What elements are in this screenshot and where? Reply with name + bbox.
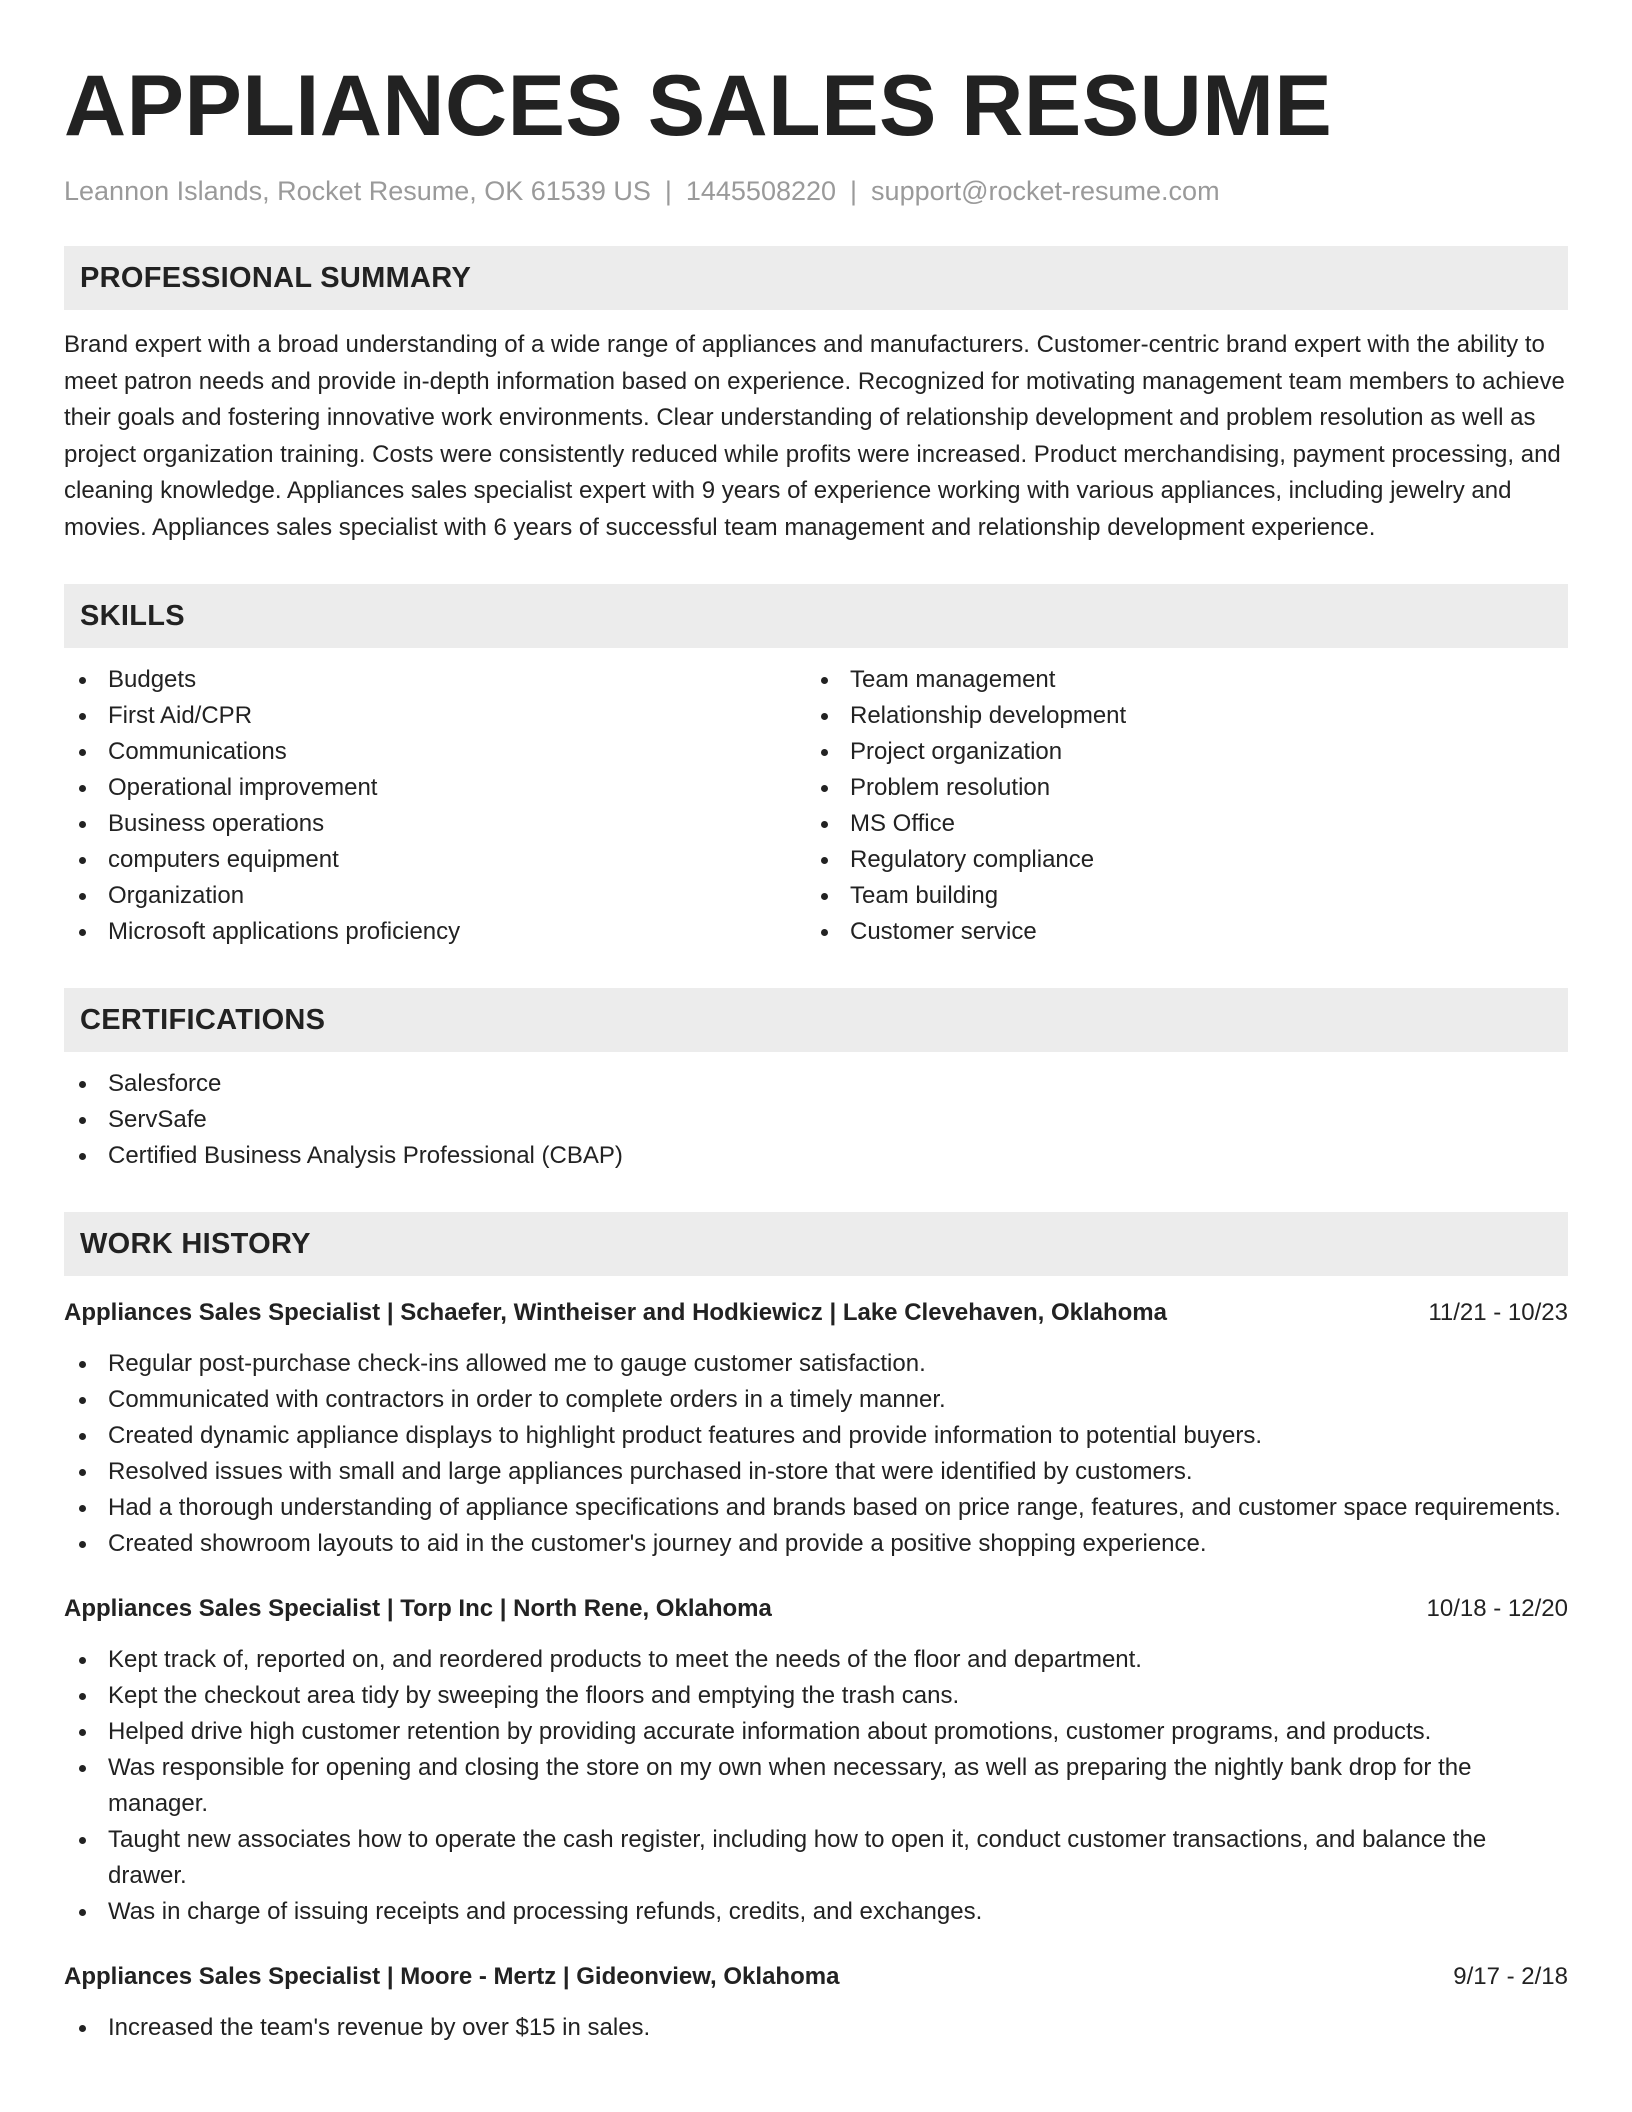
job-header (64, 1296, 1568, 1330)
summary-text: Brand expert with a broad understanding of a wide range of appliances and manufacturers. Customer-centric brand expert with the ability to meet patron needs and provide in-depth information based on experience. Recognized for motivating management team members to achieve their goals and fostering innovative work environments. Clear understanding of relationship development and problem resolution as well as project organization training. Costs were consistently reduced while profits were increased. Product merchandising, payment processing, and cleaning knowledge. Appliances sales specialist expert with 9 years of experience working with various appliances, including jewelry and movies. Appliances sales specialist with 6 years of successful team management and relationship development experience. (64, 331, 1565, 541)
job-header (64, 1592, 1568, 1626)
section-heading-skills: SKILLS (64, 584, 1568, 648)
job-bullet: Created showroom layouts to aid in the customer's journey and provide a positive shopping experience. (64, 1526, 1568, 1562)
contact-separator: | (850, 176, 858, 206)
job-bullet: Taught new associates how to operate the cash register, including how to open it, conduct customer transactions, and balance the drawer. (64, 1822, 1568, 1894)
section-heading-summary: PROFESSIONAL SUMMARY (64, 246, 1568, 310)
job-bullet: Created dynamic appliance displays to highlight product features and provide information to potential buyers. (64, 1418, 1568, 1454)
certifications-list (64, 1066, 1568, 1174)
job-bullet: Was in charge of issuing receipts and processing refunds, credits, and exchanges. (64, 1894, 1568, 1930)
skills-list-left (64, 662, 806, 950)
job-title: Appliances Sales Specialist | Torp Inc | North Rene, Oklahoma (64, 1595, 772, 1622)
skill-item: Communications (64, 734, 806, 770)
contact-email: support@rocket-resume.com (871, 176, 1220, 206)
job-bullet: Was responsible for opening and closing the store on my own when necessary, as well as preparing the nightly bank drop for the manager. (64, 1750, 1568, 1822)
skill-item: Team management (806, 662, 1548, 698)
job-bullet: Had a thorough understanding of appliance specifications and brands based on price range, features, and customer space requirements. (64, 1490, 1568, 1526)
job-bullets (64, 2010, 1568, 2046)
skill-item: computers equipment (64, 842, 806, 878)
contact-line (64, 174, 1568, 208)
job-dates: 10/18 - 12/20 (1426, 1595, 1568, 1622)
skill-item: Regulatory compliance (806, 842, 1548, 878)
skill-item: Budgets (64, 662, 806, 698)
job-bullet: Resolved issues with small and large appliances purchased in-store that were identified by customers. (64, 1454, 1568, 1490)
certification-item: Certified Business Analysis Professional (CBAP) (64, 1138, 1568, 1174)
job-header (64, 1960, 1568, 1994)
job-bullets (64, 1346, 1568, 1562)
resume-title: APPLIANCES SALES RESUME (64, 58, 1333, 154)
job-dates: 9/17 - 2/18 (1453, 1963, 1568, 1990)
job-title: Appliances Sales Specialist | Schaefer, Wintheiser and Hodkiewicz | Lake Clevehaven, Oklahoma (64, 1299, 1167, 1326)
skills-columns (64, 662, 1568, 950)
job-entry (64, 1296, 1568, 1562)
job-bullet: Regular post-purchase check-ins allowed me to gauge customer satisfaction. (64, 1346, 1568, 1382)
job-title: Appliances Sales Specialist | Moore - Mertz | Gideonview, Oklahoma (64, 1963, 840, 1990)
skill-item: Team building (806, 878, 1548, 914)
certification-item: ServSafe (64, 1102, 1568, 1138)
job-bullet: Increased the team's revenue by over $15 in sales. (64, 2010, 1568, 2046)
skill-item: MS Office (806, 806, 1548, 842)
job-dates: 11/21 - 10/23 (1428, 1299, 1568, 1326)
skill-item: Project organization (806, 734, 1548, 770)
skill-item: Relationship development (806, 698, 1548, 734)
skills-list-right (806, 662, 1548, 950)
section-heading-work-history: WORK HISTORY (64, 1212, 1568, 1276)
skill-item: Operational improvement (64, 770, 806, 806)
contact-phone: 1445508220 (685, 176, 837, 206)
contact-separator: | (664, 176, 672, 206)
job-bullet: Kept track of, reported on, and reordered products to meet the needs of the floor and department. (64, 1642, 1568, 1678)
section-heading-certifications: CERTIFICATIONS (64, 988, 1568, 1052)
skill-item: Business operations (64, 806, 806, 842)
skill-item: First Aid/CPR (64, 698, 806, 734)
skill-item: Microsoft applications proficiency (64, 914, 806, 950)
contact-address: Leannon Islands, Rocket Resume, OK 61539 US (64, 176, 651, 206)
job-entry (64, 1592, 1568, 1930)
certification-item: Salesforce (64, 1066, 1568, 1102)
job-entry (64, 1960, 1568, 2046)
job-bullet: Communicated with contractors in order to complete orders in a timely manner. (64, 1382, 1568, 1418)
job-bullet: Kept the checkout area tidy by sweeping the floors and emptying the trash cans. (64, 1678, 1568, 1714)
job-bullets (64, 1642, 1568, 1930)
skill-item: Problem resolution (806, 770, 1548, 806)
skill-item: Customer service (806, 914, 1548, 950)
skill-item: Organization (64, 878, 806, 914)
job-bullet: Helped drive high customer retention by providing accurate information about promotions, customer programs, and products. (64, 1714, 1568, 1750)
